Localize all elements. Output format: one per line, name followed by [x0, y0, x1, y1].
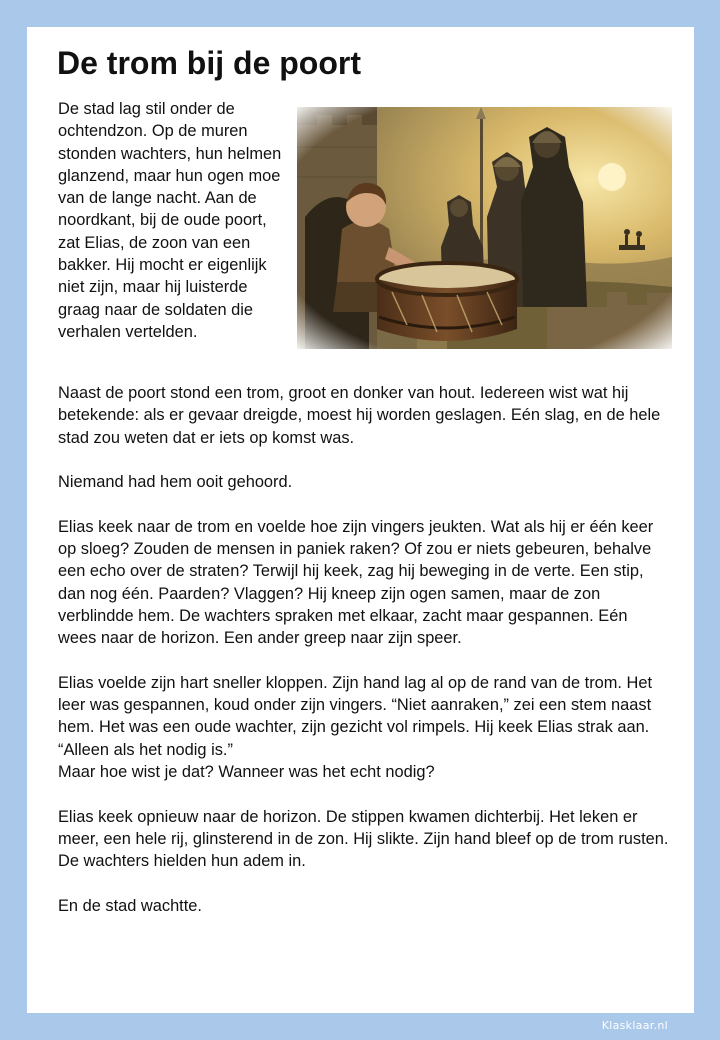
page-title: De trom bij de poort	[57, 45, 361, 81]
worksheet-page	[27, 27, 694, 1013]
story-paragraph: Maar hoe wist je dat? Wanneer was het echt nodig?	[58, 763, 435, 782]
story-paragraph: Naast de poort stond een trom, groot en donker van hout. Iedereen wist wat hij betekende: als er gevaar dreigde, moest hij worden geslagen. Eén slag, en de hele stad zou weten dat er iets op komst was.	[58, 384, 661, 447]
footer-brand: Klasklaar.nl	[601, 1019, 668, 1032]
story-paragraph: Elias keek opnieuw naar de horizon. De stippen kwamen dichterbij. Het leken er meer, een hele rij, glinsterend in de zon. Hij slikte. Zijn hand bleef op de trom rusten. De wachters hielden hun adem in.	[58, 807, 669, 871]
intro-paragraph: De stad lag stil onder de ochtendzon. Op de muren stonden wachters, hun helmen glanzend, maar hun ogen moe van de lange nacht. Aan de noordkant, bij de oude poort, zat Elias, de zoon van een bakker. Hij mocht er eigenlijk niet zijn, maar hij luisterde graag naar de soldaten die verhalen vertelden.	[58, 100, 282, 341]
story-paragraph: Elias keek naar de trom en voelde hoe zijn vingers jeukten. Wat als hij er één keer op sloeg? Zouden de mensen in paniek raken? Of zou er niets gebeuren, behalve een echo over de straten? Terwijl hij keek, zag hij beweging in de verte. Een stip, dan nog één. Paarden? Vlaggen? Hij kneep zijn ogen samen, maar de zon verblindde hem. De wachters spraken met elkaar, zacht maar gespannen. Eén wees naar de horizon. Een ander greep naar zijn speer.	[58, 517, 654, 648]
illustration-svg	[297, 107, 672, 349]
story-paragraph: Niemand had hem ooit gehoord.	[58, 473, 293, 492]
boy-drum-guards-illustration	[297, 107, 672, 349]
story-paragraph: Elias voelde zijn hart sneller kloppen. Zijn hand lag al op de rand van de trom. Het leer was gespannen, koud onder zijn vingers. “Niet aanraken,” zei een stem naast hem. Het was een oude wachter, zijn gezicht vol rimpels. Hij keek Elias strak aan. “Alleen als het nodig is.”	[58, 673, 653, 759]
story-paragraph: En de stad wachtte.	[58, 896, 202, 915]
story-text	[58, 382, 670, 939]
